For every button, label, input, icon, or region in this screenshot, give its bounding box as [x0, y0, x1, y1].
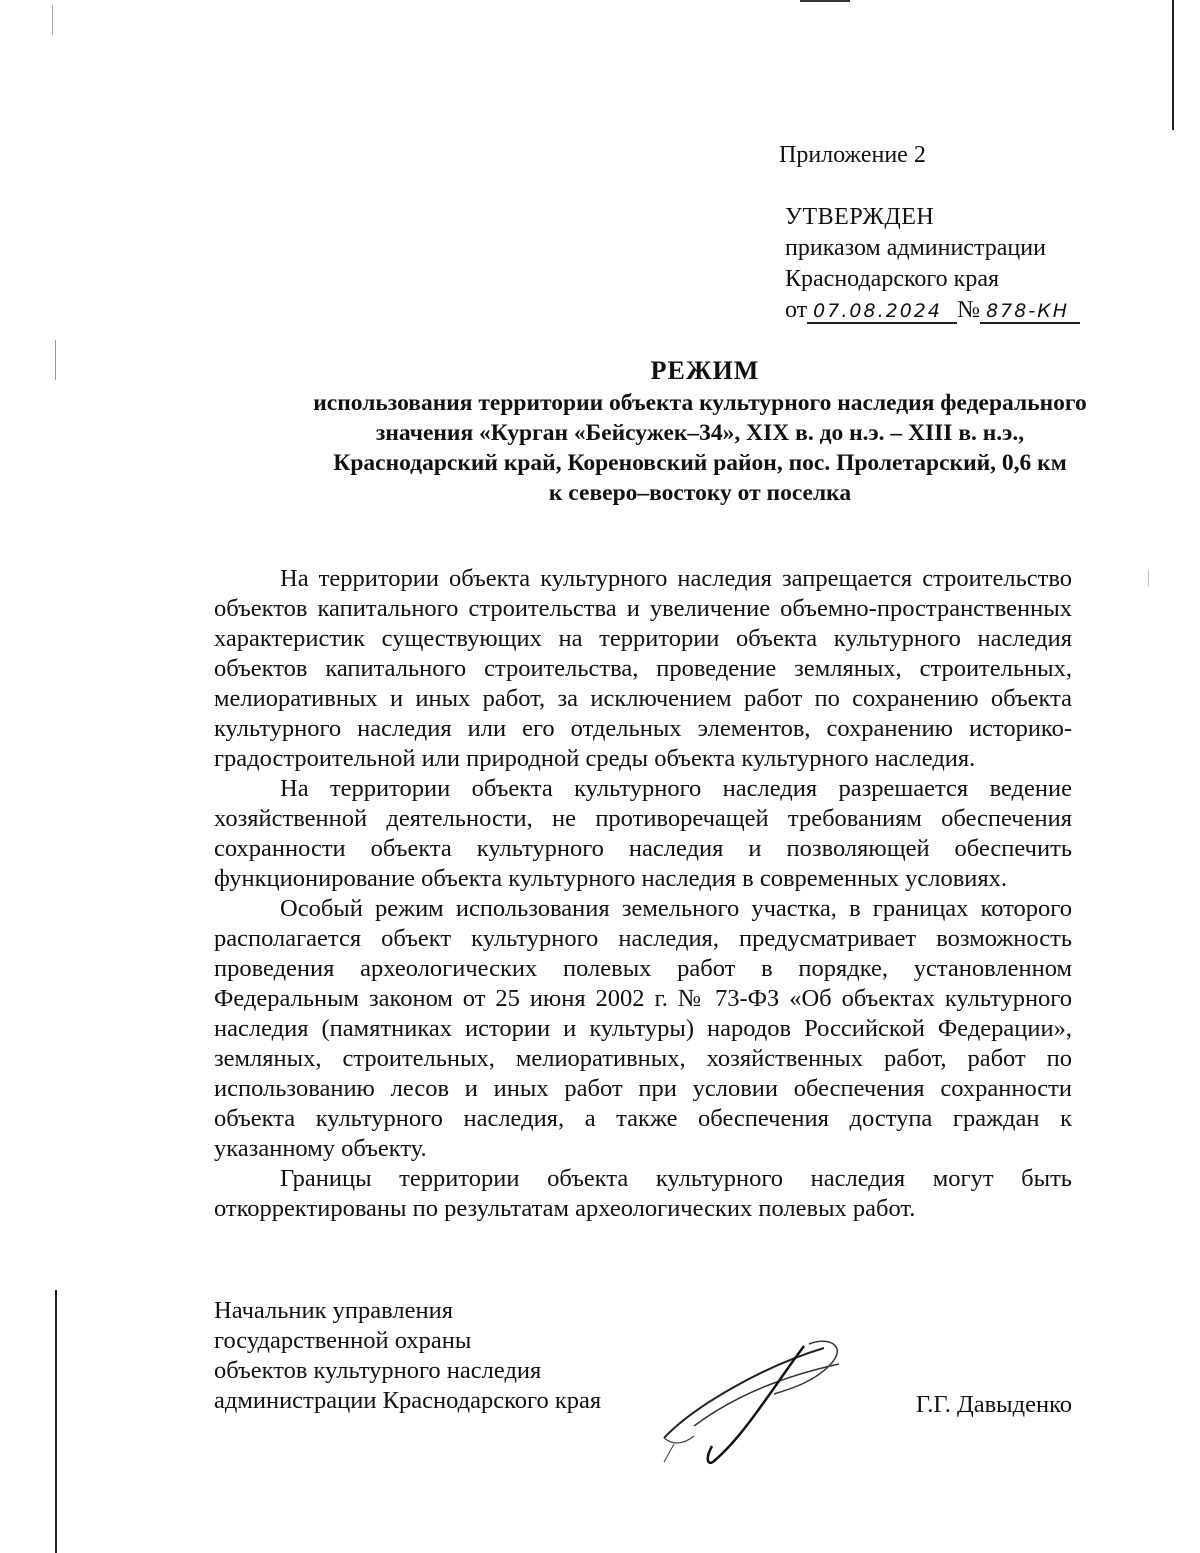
scan-edge-right	[1172, 0, 1174, 130]
signatory-position-line-3: объектов культурного наследия	[214, 1357, 542, 1384]
scan-tick-left	[52, 5, 53, 35]
document-title: РЕЖИМ	[650, 356, 760, 385]
approval-line-1: приказом администрации	[785, 235, 1046, 261]
scan-mark-left	[55, 340, 56, 380]
approval-line-2: Краснодарского края	[785, 266, 1000, 292]
order-prefix: от	[785, 297, 808, 323]
body-paragraph: Особый режим использования земельного участка, в границах которого располагается объект культурного наследия, предусматривает возможность проведения археологических полевых работ в порядке, установленном Федеральным законом от 25 июня 2002 г. № 73-ФЗ «Об объектах культурного наследия (памятниках истории и культуры) народов Российской Федерации», земляных, строительных, мелиоративных, хозяйственных работ, работ по использованию лесов и иных работ при условии обеспечения сохранности объекта культурного наследия, а также обеспечения доступа граждан к указанному объекту.	[214, 895, 1072, 1162]
body-paragraph: На территории объекта культурного наследия запрещается строительство объектов капитального строительства и увеличение объемно-пространственных характеристик существующих на территории объекта культурного наследия объектов капитального строительства, проведение земляных, строительных, мелиоративных и иных работ, за исключением работ по сохранению объекта культурного наследия или его отдельных элементов, сохранению историко-градостроительной или природной среды объекта культурного наследия.	[214, 565, 1072, 772]
scan-edge-top	[800, 0, 850, 2]
document-subtitle-line-1: использования территории объекта культурного наследия федерального	[313, 390, 1087, 416]
signatory-name: Г.Г. Давыденко	[915, 1391, 1072, 1418]
signature-block	[214, 1296, 1072, 1456]
handwritten-signature	[654, 1326, 854, 1466]
document-body	[214, 564, 1072, 1224]
document-subtitle-line-3: Краснодарский край, Кореновский район, пос. Пролетарский, 0,6 км	[333, 450, 1067, 476]
order-number-handwritten: 878-КН	[980, 300, 1080, 324]
order-date-handwritten: 07.08.2024	[807, 300, 957, 324]
body-paragraph: Границы территории объекта культурного наследия могут быть откорректированы по результатам археологических полевых работ.	[214, 1165, 1072, 1222]
order-number-label: №	[957, 297, 981, 323]
appendix-label: Приложение 2	[779, 142, 926, 168]
signatory-position-line-4: администрации Краснодарского края	[214, 1387, 602, 1414]
scan-edge-left	[55, 1290, 57, 1553]
scan-tick-right	[1148, 570, 1149, 586]
document-subtitle-line-4: к северо–востоку от поселка	[548, 480, 852, 506]
body-paragraph: На территории объекта культурного наследия разрешается ведение хозяйственной деятельности, не противоречащей требованиям обеспечения сохранности объекта культурного наследия и позволяющей обеспечить функционирование объекта культурного наследия в современных условиях.	[214, 775, 1072, 892]
document-title-block	[200, 356, 1200, 508]
document-subtitle-line-2: значения «Курган «Бейсужек–34», XIX в. до н.э. – XIII в. н.э.,	[375, 420, 1025, 446]
signatory-position-line-1: Начальник управления	[214, 1297, 453, 1324]
order-line	[785, 295, 1080, 326]
signatory-position-line-2: государственной охраны	[214, 1327, 472, 1354]
approval-block	[785, 202, 1080, 326]
approved-heading: УТВЕРЖДЕН	[785, 204, 935, 230]
